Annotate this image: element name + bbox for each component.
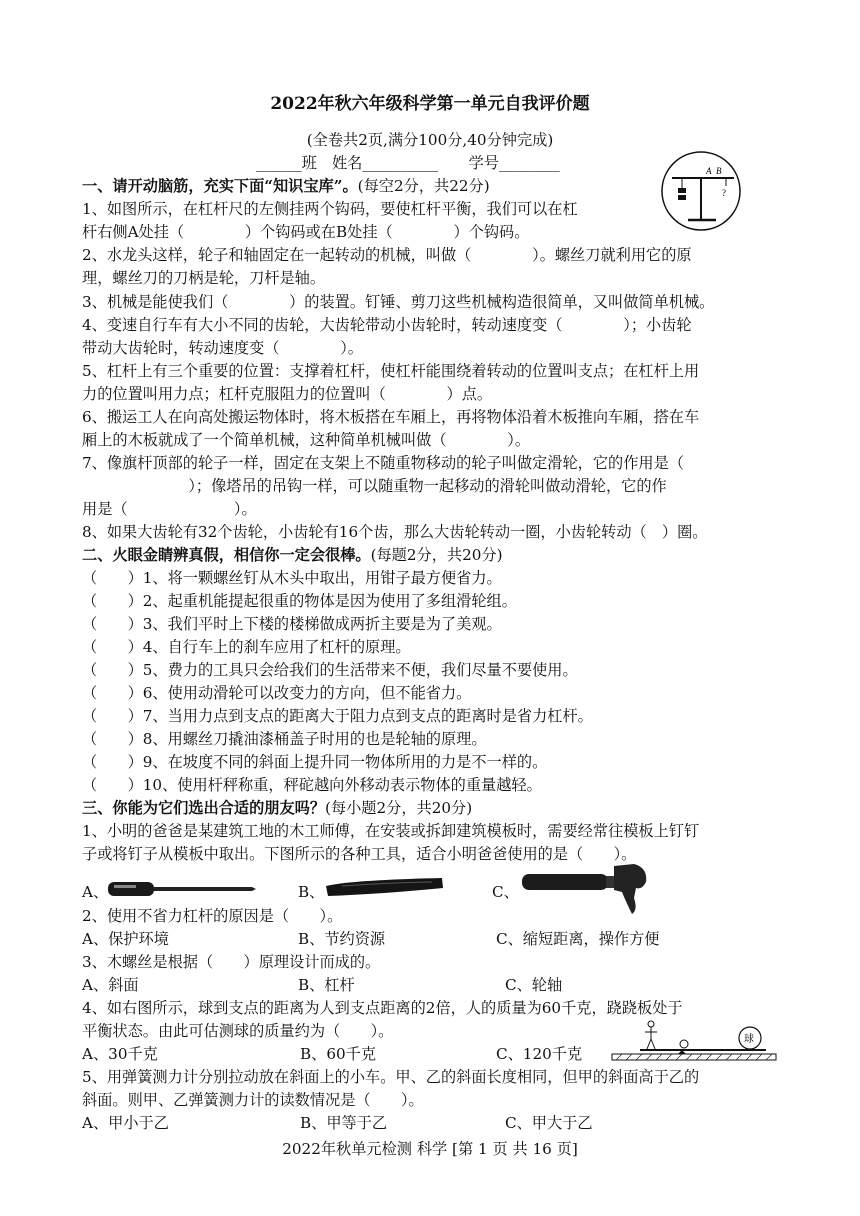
section1-line: 6、搬运工人在向高处搬运物体时，将木板搭在车厢上，再将物体沿着木板推向车厢，搭在车 [82, 408, 700, 426]
section1-line: 3、机械是能使我们（ ）的装置。钉锤、剪刀这些机械构造很简单，又叫做简单机械。 [82, 293, 715, 311]
true-false-item: （ ）6、使用动滑轮可以改变力的方向，但不能省力。 [82, 684, 472, 702]
section1-line: 力的位置叫用力点；杠杆克服阻力的位置叫（ ）点。 [82, 385, 493, 403]
q3-option-c: C、轮轴 [505, 976, 563, 994]
true-false-item: （ ）8、用螺丝刀撬油漆桶盖子时用的也是轮轴的原理。 [82, 730, 487, 748]
q2-option-b: B、节约资源 [298, 930, 386, 948]
true-false-item: （ ）9、在坡度不同的斜面上提升同一物体所用的力是不一样的。 [82, 753, 548, 771]
lever-diagram-figure [660, 150, 742, 232]
true-false-item: （ ）10、使用杆秤称重，秤砣越向外移动表示物体的重量越轻。 [82, 776, 542, 794]
seesaw-figure [610, 1014, 778, 1064]
page-subtitle: (全卷共2页,满分100分,40分钟完成) [306, 131, 554, 149]
q5-text: 5、用弹簧测力计分别拉动放在斜面上的小车。甲、乙的斜面长度相同，但甲的斜面高于乙的 [82, 1068, 700, 1086]
section1-heading: 一、请开动脑筋，充实下面“知识宝库”。 [82, 177, 358, 195]
page-title: 2022年秋六年级科学第一单元自我评价题 [270, 94, 590, 114]
q1-option-b: B、 [298, 883, 325, 901]
section2-header [82, 545, 503, 565]
q3-option-b: B、杠杆 [298, 976, 355, 994]
true-false-item: （ ）7、当用力点到支点的距离大于阻力点到支点的距离时是省力杠杆。 [82, 707, 593, 725]
q5-text: 斜面。则甲、乙弹簧测力计的读数情况是（ ）。 [82, 1091, 424, 1109]
section1-header [82, 176, 490, 196]
section1-line: 用是（ ）。 [82, 500, 257, 518]
q4-text: 4、如右图所示，球到支点的距离为人到支点距离的2倍，人的质量为60千克，跷跷板处于 [82, 999, 683, 1017]
seesaw-ball-label: 球 [744, 1034, 754, 1045]
page-footer: 2022年秋单元检测 科学 [第 1 页 共 16 页] [282, 1140, 578, 1158]
section1-line: 5、杠杆上有三个重要的位置：支撑着杠杆，使杠杆能围绕着转动的位置叫支点；在杠杆上用 [82, 362, 700, 380]
q1-option-a: A、 [82, 883, 109, 901]
lever-label-b: B [716, 166, 722, 176]
true-false-item: （ ）1、将一颗螺丝钉从木头中取出，用钳子最方便省力。 [82, 569, 502, 587]
section2-score: (每题2分，共20分) [370, 546, 503, 564]
q5-option-a: A、甲小于乙 [82, 1114, 169, 1132]
q3-option-a: A、斜面 [82, 976, 139, 994]
section1-line: 7、像旗杆顶部的轮子一样，固定在支架上不随重物移动的轮子叫做定滑轮，它的作用是（ [82, 454, 684, 472]
section3-heading: 三、你能为它们选出合适的朋友吗？ [82, 799, 325, 817]
screwdriver-image [106, 878, 256, 900]
q2-text: 2、使用不省力杠杆的原因是（ ）。 [82, 907, 343, 925]
student-info-line: ______班 姓名__________ 学号________ [256, 154, 560, 172]
section1-line: 4、变速自行车有大小不同的齿轮，大齿轮带动小齿轮时，转动速度变（ ）；小齿轮 [82, 316, 692, 334]
q3-text: 3、木螺丝是根据（ ）原理设计而成的。 [82, 953, 381, 971]
lever-question-mark: ? [722, 188, 726, 198]
q2-option-c: C、缩短距离，操作方便 [496, 930, 660, 948]
section1-line: 厢上的木板就成了一个简单机械，这种简单机械叫做（ ）。 [82, 431, 531, 449]
q4-option-a: A、30千克 [82, 1045, 158, 1063]
true-false-item: （ ）2、起重机能提起很重的物体是因为使用了多组滑轮组。 [82, 592, 517, 610]
true-false-item: （ ）3、我们平时上下楼的楼梯做成两折主要是为了美观。 [82, 615, 502, 633]
q4-option-b: B、60千克 [300, 1045, 377, 1063]
q2-option-a: A、保护环境 [82, 930, 169, 948]
section1-line: 2、水龙头这样，轮子和轴固定在一起转动的机械，叫做（ ）。螺丝刀就利用它的原 [82, 246, 692, 264]
section2-heading: 二、火眼金睛辨真假，相信你一定会很棒。 [82, 546, 371, 564]
section1-score: (每空2分，共22分) [357, 177, 490, 195]
hammer-image [518, 858, 652, 916]
q1-text: 1、小明的爸爸是某建筑工地的木工师傅，在安装或拆卸建筑模板时，需要经常往模板上钉钉 [82, 822, 700, 840]
q5-option-b: B、甲等于乙 [300, 1114, 388, 1132]
section1-line: 带动大齿轮时，转动速度变（ ）。 [82, 339, 363, 357]
q1-option-c: C、 [492, 883, 519, 901]
q5-option-c: C、甲大于乙 [505, 1114, 593, 1132]
lever-label-a: A [706, 166, 712, 176]
q1-text: 子或将钉子从模板中取出。下图所示的各种工具，适合小明爸爸使用的是（ ）。 [82, 845, 637, 863]
q4-text: 平衡状态。由此可估测球的质量约为（ ）。 [82, 1022, 394, 1040]
section1-line: 1、如图所示，在杠杆尺的左侧挂两个钩码，要使杠杆平衡，我们可以在杠 [82, 200, 578, 218]
q4-option-c: C、120千克 [496, 1045, 583, 1063]
section1-line: 理，螺丝刀的刀柄是轮，刀杆是轴。 [82, 269, 325, 287]
section1-line: 杆右侧A处挂（ ）个钩码或在B处挂（ ）个钩码。 [82, 223, 530, 241]
section3-header [82, 798, 472, 818]
true-false-item: （ ）5、费力的工具只会给我们的生活带来不便，我们尽量不要使用。 [82, 661, 578, 679]
chisel-image [322, 876, 444, 900]
true-false-item: （ ）4、自行车上的刹车应用了杠杆的原理。 [82, 638, 411, 656]
section1-line: 8、如果大齿轮有32个齿轮，小齿轮有16个齿，那么大齿轮转动一圈，小齿轮转动（ ）圈。 [82, 523, 708, 541]
section1-line: ）；像塔吊的吊钩一样，可以随重物一起移动的滑轮叫做动滑轮，它的作 [82, 477, 667, 495]
section3-score: (每小题2分，共20分) [325, 799, 473, 817]
